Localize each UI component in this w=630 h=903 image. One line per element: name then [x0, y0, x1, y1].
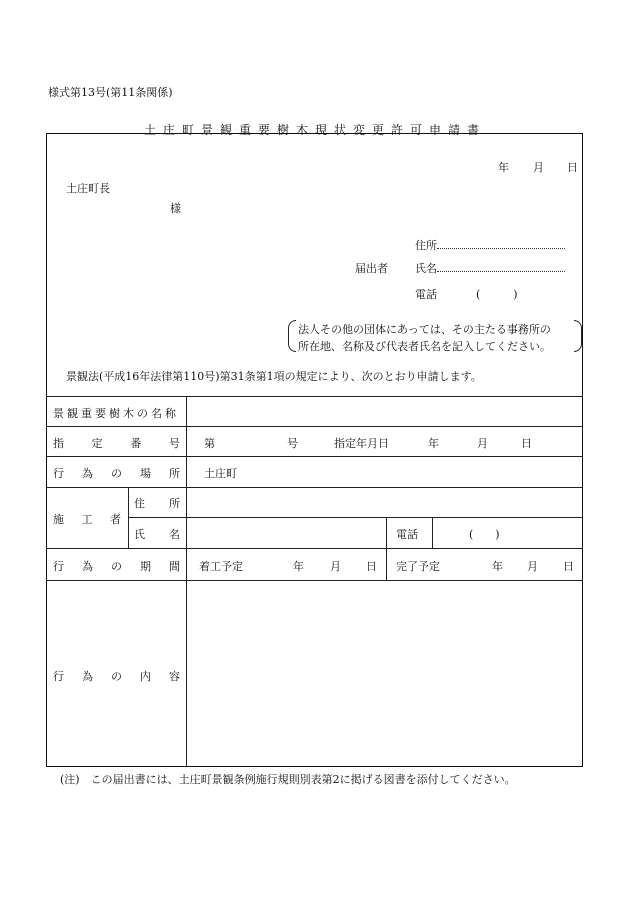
contractor-phone-label: 電話 [396, 528, 418, 541]
applicant-phone-field[interactable]: ( ) [476, 288, 518, 301]
content-label-char-5: 容 [169, 670, 180, 683]
designation-label-char-4: 号 [168, 437, 180, 450]
content-label [53, 668, 180, 684]
start-month: 月 [330, 560, 341, 573]
applicant-name-row[interactable] [415, 260, 565, 276]
designation-label [53, 435, 180, 451]
contractor-address-char-2: 所 [169, 497, 180, 510]
period-label-char-2: 為 [82, 560, 93, 573]
form-number: 様式第13号(第11条関係) [48, 86, 173, 99]
location-label [53, 465, 180, 481]
footnote: (注) この届出書には、土庄町景観条例施行規則別表第2に掲げる図書を添付してください。 [60, 773, 516, 786]
table-column-rule [432, 517, 433, 548]
table-rule [46, 426, 583, 427]
content-field[interactable] [190, 584, 580, 764]
period-label-char-3: の [111, 560, 122, 573]
note-bracket-left [288, 320, 296, 352]
contractor-name-field[interactable] [190, 520, 382, 545]
start-day: 日 [366, 560, 377, 573]
contractor-name-label [134, 526, 180, 542]
start-year: 年 [293, 560, 304, 573]
table-rule [128, 517, 583, 518]
location-label-char-4: 場 [140, 467, 151, 480]
end-month: 月 [527, 560, 538, 573]
applicant-role: 届出者 [355, 262, 388, 275]
contractor-label-char-3: 者 [110, 513, 121, 526]
form-title: 土庄町景観重要樹木現状変更許可申請書 [143, 123, 486, 137]
table-rule [46, 548, 583, 549]
contractor-address-char-1: 住 [134, 497, 145, 510]
contractor-label-char-1: 施 [53, 513, 64, 526]
tree-name-label: 景観重要樹木の名称 [53, 407, 179, 420]
designation-date-month: 月 [477, 437, 488, 450]
table-column-rule [186, 396, 187, 766]
contractor-address-label [134, 495, 180, 511]
location-label-char-5: 所 [169, 467, 180, 480]
designation-label-char-1: 指 [53, 437, 64, 450]
end-day: 日 [563, 560, 574, 573]
contractor-address-field[interactable] [190, 490, 580, 515]
date-month-label: 月 [533, 161, 544, 174]
table-column-rule [386, 517, 387, 580]
table-rule [46, 487, 583, 488]
start-label: 着工予定 [199, 560, 243, 573]
designation-suffix: 号 [287, 437, 298, 450]
table-column-rule [128, 487, 129, 548]
table-rule [46, 396, 583, 397]
designation-date-label: 指定年月日 [334, 437, 389, 450]
applicant-address-label: 住所 [415, 239, 437, 252]
date-year-label: 年 [498, 161, 509, 174]
location-label-char-2: 為 [82, 467, 93, 480]
table-rule [46, 580, 583, 581]
legal-statement: 景観法(平成16年法律第110号)第31条第1項の規定により、次のとおり申請します。 [66, 370, 482, 383]
period-label-char-5: 間 [169, 560, 180, 573]
tree-name-field[interactable] [190, 399, 580, 424]
date-day-label: 日 [567, 161, 578, 174]
designation-date-year: 年 [428, 437, 439, 450]
contractor-name-char-1: 氏 [134, 528, 145, 541]
applicant-address-field[interactable] [437, 237, 565, 249]
designation-date-day: 日 [521, 437, 532, 450]
table-rule [46, 456, 583, 457]
addressee-honorific: 様 [170, 202, 181, 215]
content-label-char-2: 為 [82, 670, 93, 683]
period-label-char-1: 行 [53, 560, 64, 573]
contractor-name-char-2: 名 [169, 528, 180, 541]
corp-note-line2: 所在地、名称及び代表者氏名を記入してください。 [298, 340, 551, 353]
designation-prefix: 第 [204, 437, 215, 450]
applicant-phone-label: 電話 [415, 288, 437, 301]
location-value[interactable]: 土庄町 [204, 467, 237, 480]
applicant-name-field[interactable] [437, 260, 565, 272]
content-label-char-4: 内 [140, 670, 151, 683]
end-year: 年 [492, 560, 503, 573]
location-label-char-1: 行 [53, 467, 64, 480]
applicant-name-label: 氏名 [415, 262, 437, 275]
note-bracket-right [574, 320, 582, 352]
designation-label-char-3: 番 [130, 437, 142, 450]
period-label-char-4: 期 [140, 560, 151, 573]
addressee: 土庄町長 [66, 182, 110, 195]
content-label-char-3: の [111, 670, 122, 683]
contractor-phone-field[interactable]: ( ) [469, 528, 500, 541]
period-label [53, 558, 180, 574]
corp-note-line1: 法人その他の団体にあっては、その主たる事務所の [298, 323, 551, 336]
location-label-char-3: の [111, 467, 122, 480]
end-label: 完了予定 [396, 560, 440, 573]
content-label-char-1: 行 [53, 670, 64, 683]
applicant-address-row[interactable] [415, 237, 565, 253]
contractor-label [53, 511, 121, 527]
contractor-label-char-2: 工 [81, 513, 93, 526]
designation-label-char-2: 定 [91, 437, 103, 450]
